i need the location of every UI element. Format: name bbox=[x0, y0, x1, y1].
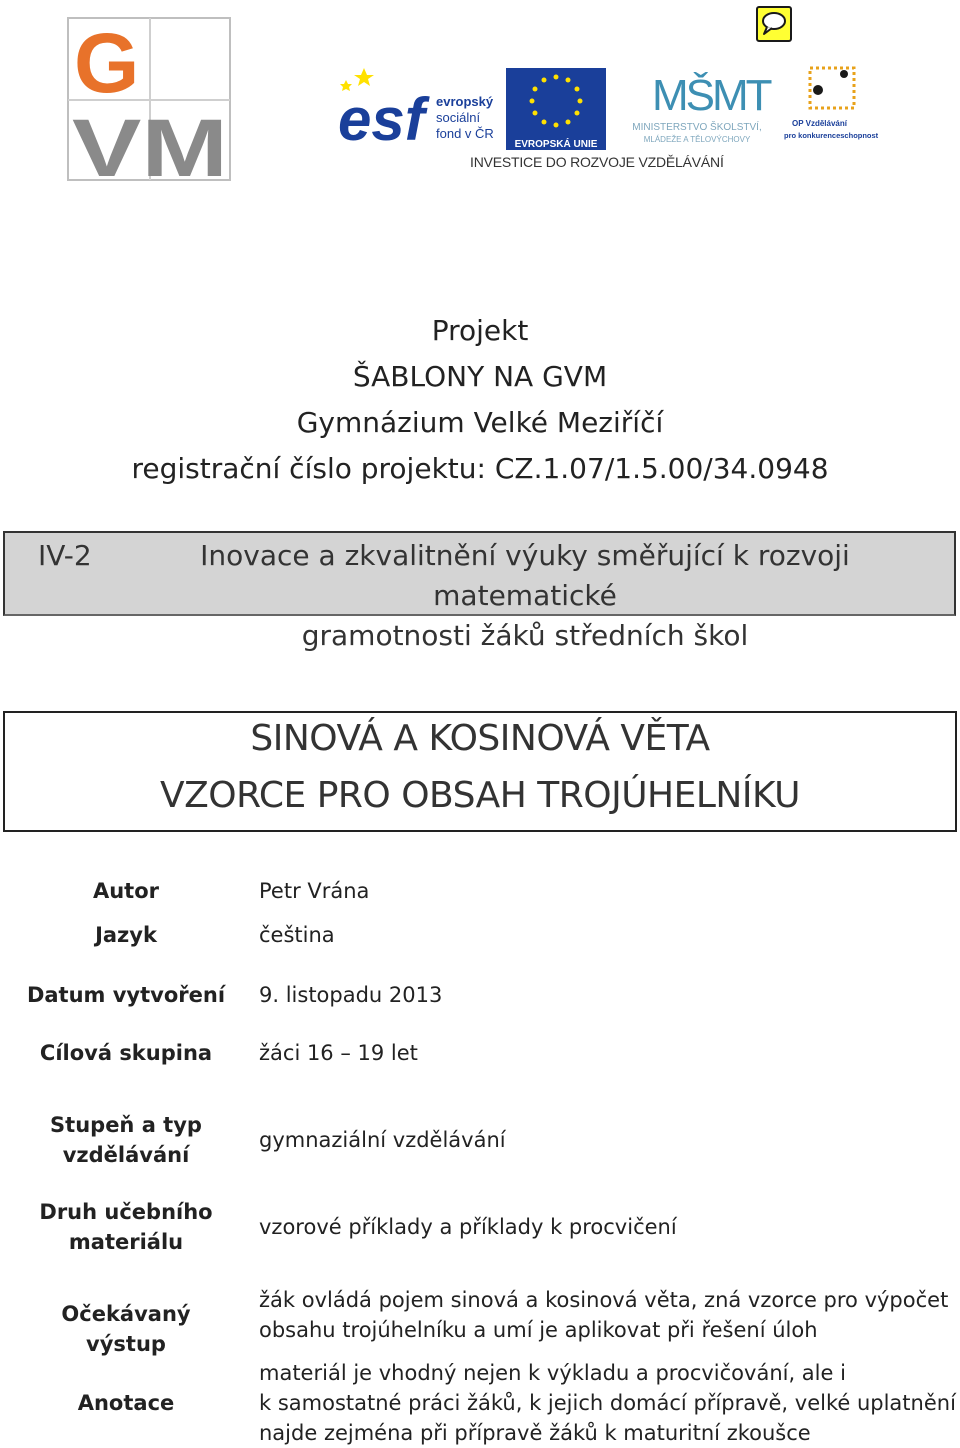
op-small-2: pro konkurenceschopnost bbox=[784, 131, 879, 140]
school-name: Gymnázium Velké Meziříčí bbox=[296, 406, 664, 439]
anotace-line-3: najde zejména při přípravě žáků k maturitní zkoušce bbox=[259, 1421, 811, 1445]
jazyk-value: čeština bbox=[259, 923, 335, 947]
esf-small-3: fond v ČR bbox=[436, 126, 494, 141]
autor-label: Autor bbox=[92, 879, 160, 903]
esf-small-2: sociální bbox=[436, 110, 481, 125]
msmt-small-2: MLÁDEŽE A TĚLOVÝCHOVY bbox=[643, 135, 751, 144]
cilova-skupina-label: Cílová skupina bbox=[39, 1041, 213, 1065]
stupen-value: gymnaziální vzdělávání bbox=[259, 1128, 506, 1152]
stupen-label-line-1: Stupeň a typ bbox=[50, 1113, 202, 1137]
anotace-line-1: materiál je vhodný nejen k výkladu a procvičování, ale i bbox=[259, 1361, 846, 1385]
op-vzdelavani-logo bbox=[782, 60, 894, 150]
project-description bbox=[110, 536, 940, 656]
project-description-line-1: Inovace a zkvalitnění výuky směřující k rozvoji matematické bbox=[200, 539, 850, 612]
gvm-letter-g: G bbox=[74, 16, 140, 110]
esf-text: esf bbox=[338, 86, 425, 152]
anotace-value bbox=[259, 1358, 956, 1448]
jazyk-label: Jazyk bbox=[95, 923, 157, 947]
project-description-line-2: gramotnosti žáků středních škol bbox=[301, 619, 749, 652]
autor-value: Petr Vrána bbox=[259, 879, 370, 903]
comment-icon[interactable] bbox=[756, 6, 792, 42]
esf-eu-logo bbox=[338, 62, 610, 152]
msmt-text: MŠMT bbox=[652, 71, 770, 120]
datum-value: 9. listopadu 2013 bbox=[259, 983, 443, 1007]
title-line-1: SINOVÁ A KOSINOVÁ VĚTA bbox=[250, 718, 710, 759]
project-label: Projekt bbox=[431, 314, 529, 347]
anotace-line-2: k samostatné práci žáků, k jejich domácí přípravě, velké uplatnění bbox=[259, 1391, 956, 1415]
esf-small-1: evropský bbox=[436, 94, 494, 109]
msmt-small-1: MINISTERSTVO ŠKOLSTVÍ, bbox=[632, 122, 762, 133]
druh-label-line-2: materiálu bbox=[68, 1230, 184, 1254]
datum-label: Datum vytvoření bbox=[26, 983, 226, 1007]
druh-label-line-1: Druh učebního bbox=[39, 1200, 213, 1224]
project-code: IV-2 bbox=[38, 539, 92, 572]
stupen-label bbox=[26, 1110, 226, 1170]
druh-value: vzorové příklady a příklady k procvičení bbox=[259, 1215, 677, 1239]
ocekavany-vystup-value bbox=[259, 1285, 948, 1345]
anotace-label: Anotace bbox=[77, 1391, 175, 1415]
ocekavany-vystup-label: Očekávaný výstup bbox=[61, 1302, 191, 1356]
project-name: ŠABLONY NA GVM bbox=[352, 360, 608, 393]
gvm-logo bbox=[66, 16, 234, 182]
ocekavany-vystup-line-2: obsahu trojúhelníku a umí je aplikovat při řešení úloh bbox=[259, 1318, 818, 1342]
investice-label: INVESTICE DO ROZVOJE VZDĚLÁVÁNÍ bbox=[470, 154, 724, 170]
gvm-letters-vm: VM bbox=[72, 103, 228, 182]
msmt-logo bbox=[612, 60, 782, 150]
stupen-label-line-2: vzdělávání bbox=[62, 1143, 190, 1167]
registration-number: registrační číslo projektu: CZ.1.07/1.5.00/34.0948 bbox=[131, 452, 829, 485]
eu-label: EVROPSKÁ UNIE bbox=[514, 139, 598, 150]
ocekavany-vystup-line-1: žák ovládá pojem sinová a kosinová věta, zná vzorce pro výpočet bbox=[259, 1288, 949, 1312]
cilova-skupina-value: žáci 16 – 19 let bbox=[259, 1041, 418, 1065]
druh-label bbox=[26, 1197, 226, 1257]
title-line-2: VZORCE PRO OBSAH TROJÚHELNÍKU bbox=[160, 775, 800, 816]
speech-bubble-icon bbox=[758, 8, 790, 40]
op-small-1: OP Vzdělávání bbox=[792, 119, 847, 128]
